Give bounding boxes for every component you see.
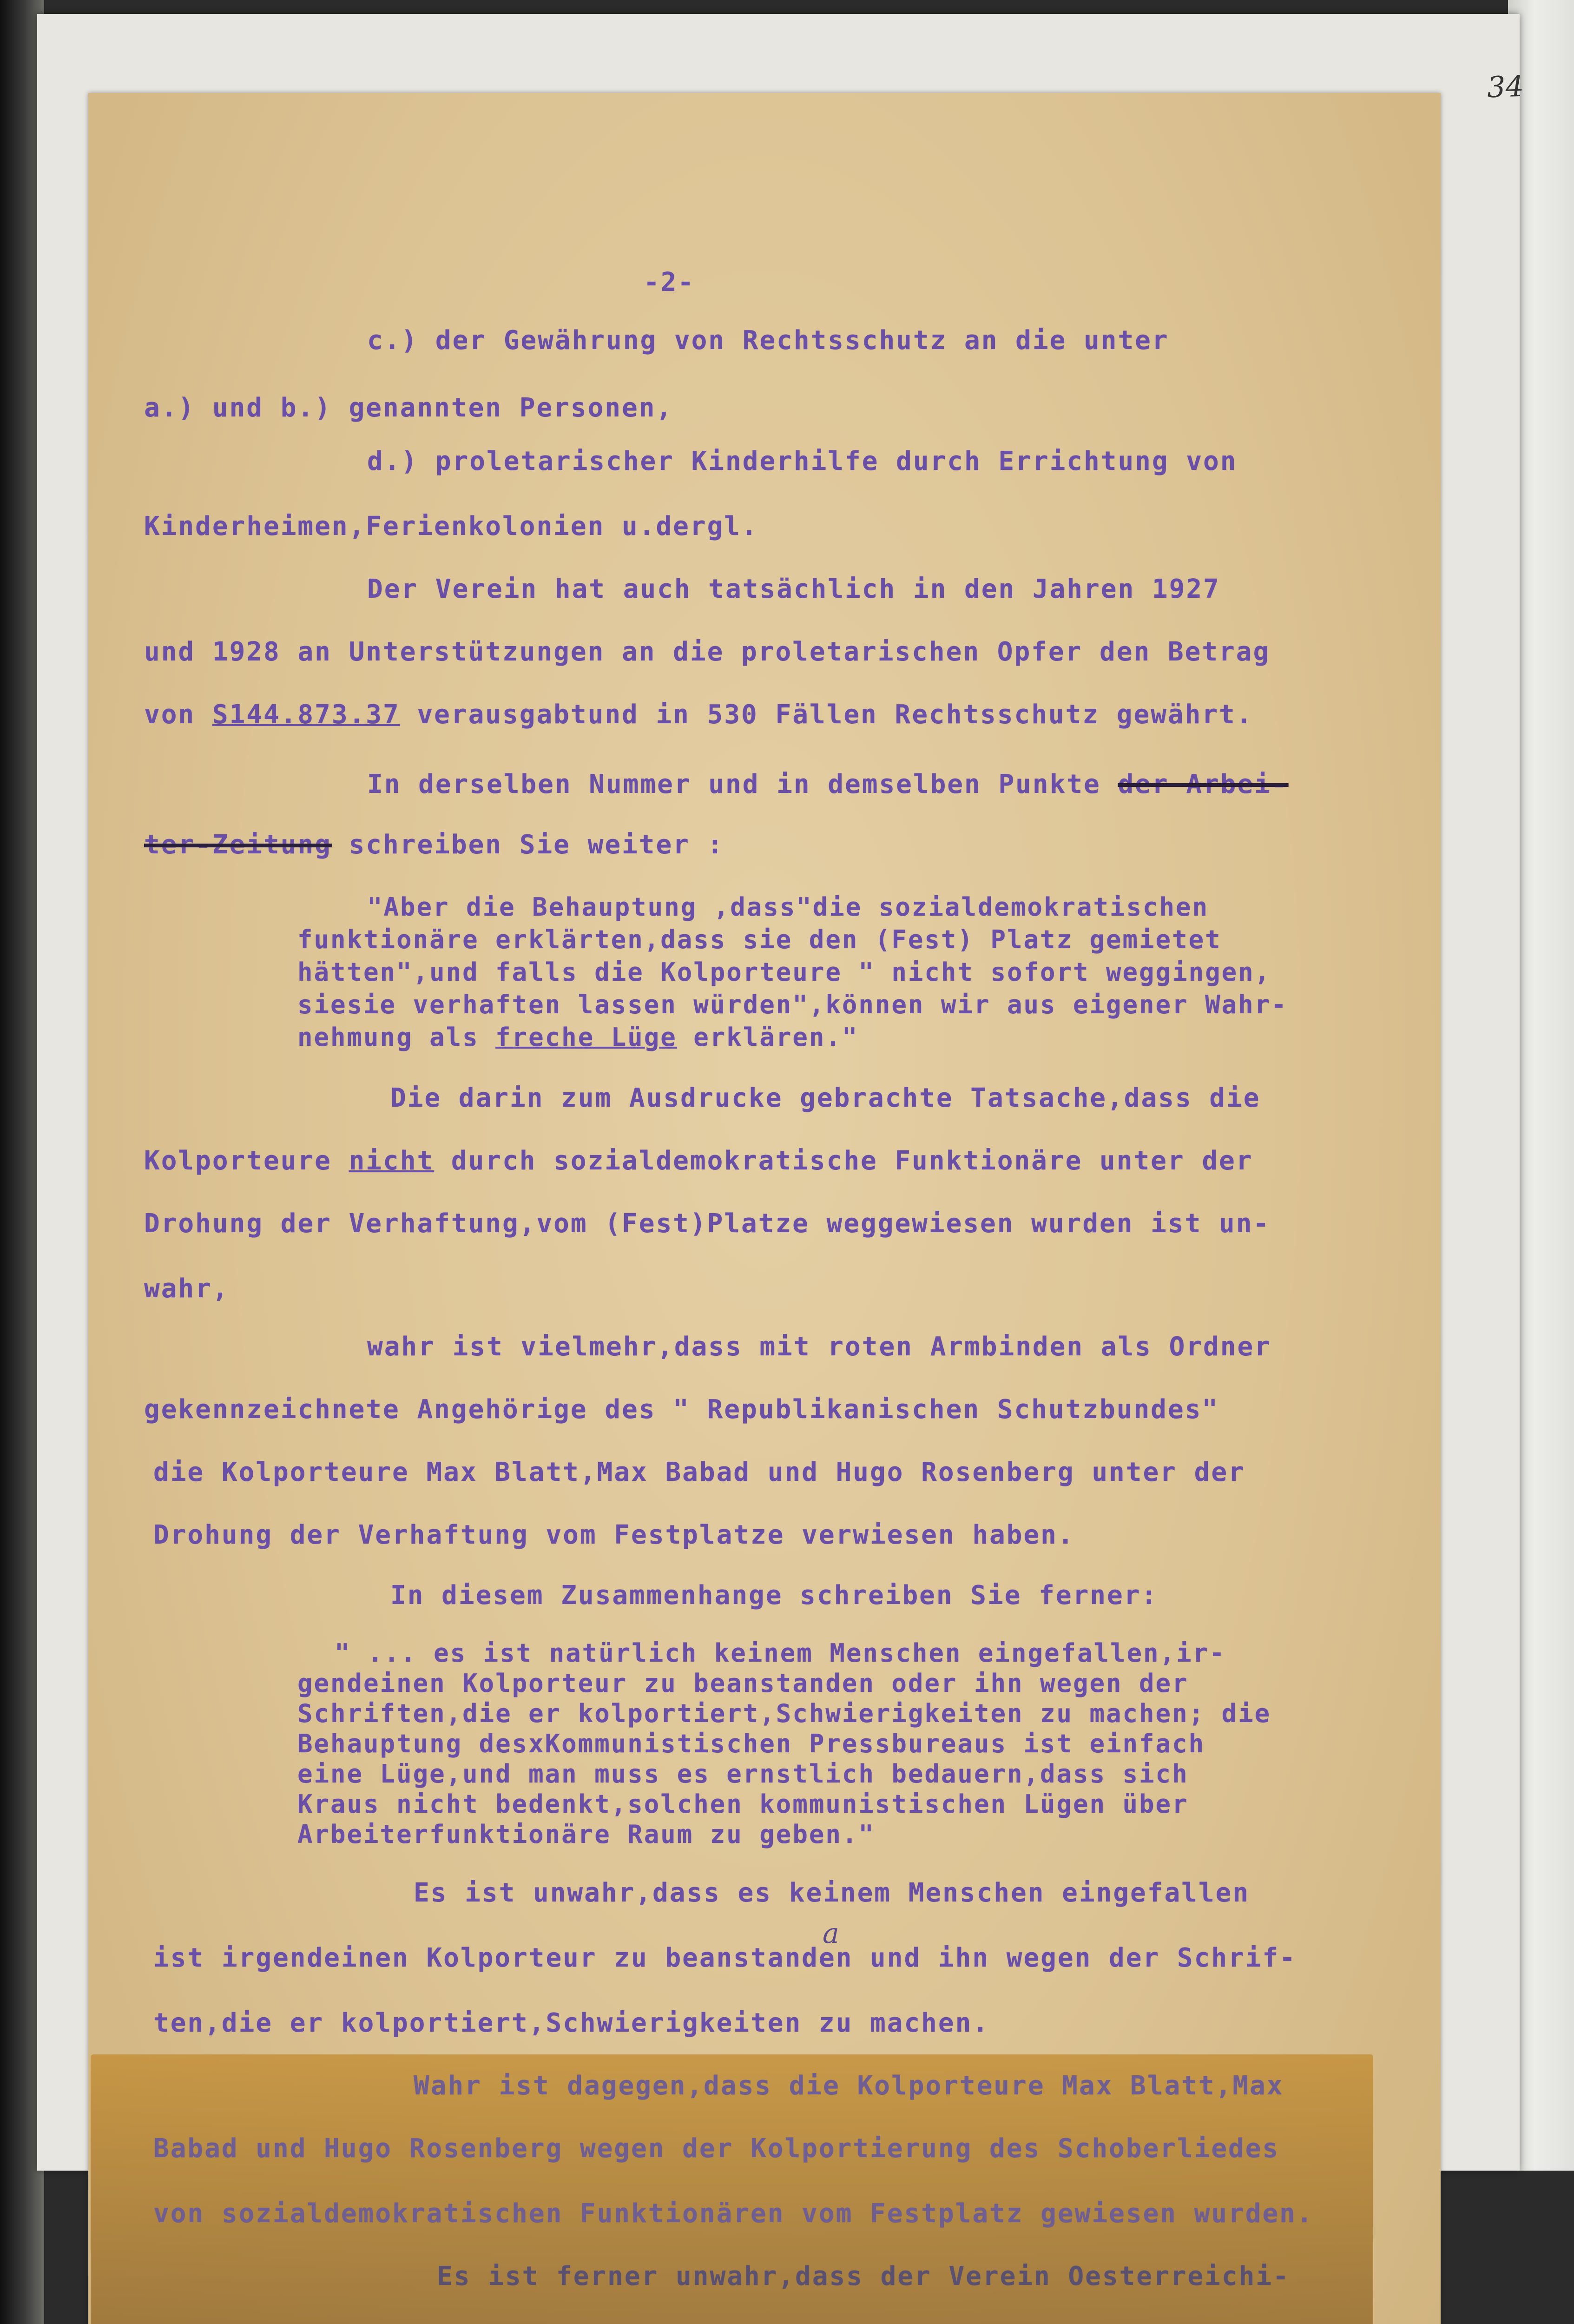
text-line: d.) proletarischer Kinderhilfe durch Errichtung von bbox=[367, 446, 1238, 476]
text-line: gekennzeichnete Angehörige des " Republikanischen Schutzbundes" bbox=[144, 1394, 1219, 1425]
text-line: a.) und b.) genannten Personen, bbox=[144, 393, 673, 423]
text-line: wahr, bbox=[144, 1274, 230, 1304]
text-line: die Kolporteure Max Blatt,Max Babad und Hugo Rosenberg unter der bbox=[153, 1457, 1245, 1487]
folio-number: 34 bbox=[1486, 69, 1525, 105]
text-line: c.) der Gewährung von Rechtsschutz an die unter bbox=[367, 325, 1169, 356]
text-line: Babad und Hugo Rosenberg wegen der Kolportierung des Schoberliedes bbox=[153, 2133, 1280, 2164]
text-line: Es ist unwahr,dass es keinem Menschen eingefallen bbox=[414, 1878, 1250, 1908]
quote-line: " ... es ist natürlich keinem Menschen eingefallen,ir- bbox=[335, 1638, 1226, 1668]
quote-line: "Aber die Behauptung ,dass"die sozialdemokratischen bbox=[367, 892, 1209, 922]
text-line: Wahr ist dagegen,dass die Kolporteure Max Blatt,Max bbox=[414, 2071, 1284, 2101]
quote-line: hätten",und falls die Kolporteure " nicht sofort weggingen, bbox=[297, 957, 1271, 987]
text-line: und 1928 an Unterstützungen an die proletarischen Opfer den Betrag bbox=[144, 637, 1271, 667]
quote-line: eine Lüge,und man muss es ernstlich bedauern,dass sich bbox=[297, 1759, 1189, 1789]
text-line: Kinderheimen,Ferienkolonien u.dergl. bbox=[144, 511, 758, 541]
text-line: ter-Zeitung schreiben Sie weiter : bbox=[144, 830, 724, 860]
text-line: von sozialdemokratischen Funktionären vom Festplatz gewiesen wurden. bbox=[153, 2199, 1314, 2229]
quote-line: gendeinen Kolporteur zu beanstanden oder ihn wegen der bbox=[297, 1669, 1189, 1698]
text-line: In derselben Nummer und in demselben Punkte der Arbei- bbox=[367, 769, 1289, 799]
handwritten-correction: a bbox=[823, 1917, 839, 1950]
quote-line: funktionäre erklärten,dass sie den (Fest) Platz gemietet bbox=[297, 925, 1222, 954]
text-line: In diesem Zusammenhange schreiben Sie ferner: bbox=[390, 1580, 1159, 1611]
quote-line: Kraus nicht bedenkt,solchen kommunistischen Lügen über bbox=[297, 1789, 1189, 1819]
text-line: wahr ist vielmehr,dass mit roten Armbinden als Ordner bbox=[367, 1332, 1271, 1362]
quote-line: siesie verhaften lassen würden",können wir aus eigener Wahr- bbox=[297, 990, 1288, 1019]
text-line: Drohung der Verhaftung,vom (Fest)Platze weggewiesen wurden ist un- bbox=[144, 1208, 1271, 1239]
text-line: von S144.873.37 verausgabtund in 530 Fällen Rechtsschutz gewährt. bbox=[144, 700, 1253, 730]
text-line: Der Verein hat auch tatsächlich in den Jahren 1927 bbox=[367, 574, 1220, 604]
quote-line: Behauptung desxKommunistischen Pressbureaus ist einfach bbox=[297, 1729, 1205, 1758]
text-line: Es ist ferner unwahr,dass der Verein Oesterreichi- bbox=[437, 2261, 1290, 2291]
text-line: Kolporteure nicht durch sozialdemokratische Funktionäre unter der bbox=[144, 1146, 1253, 1176]
quote-line: Schriften,die er kolportiert,Schwierigkeiten zu machen; die bbox=[297, 1699, 1271, 1728]
text-line: Die darin zum Ausdrucke gebrachte Tatsache,dass die bbox=[390, 1083, 1261, 1113]
text-line: ten,die er kolportiert,Schwierigkeiten zu machen. bbox=[153, 2008, 990, 2038]
text-line: ist irgendeinen Kolporteur zu beanstanden und ihn wegen der Schrif- bbox=[153, 1943, 1297, 1973]
quote-line: nehmung als freche Lüge erklären." bbox=[297, 1023, 859, 1052]
text-line: Drohung der Verhaftung vom Festplatze verwiesen haben. bbox=[153, 1520, 1075, 1550]
quote-line: Arbeiterfunktionäre Raum zu geben." bbox=[297, 1820, 875, 1849]
page-number: -2- bbox=[644, 267, 695, 297]
